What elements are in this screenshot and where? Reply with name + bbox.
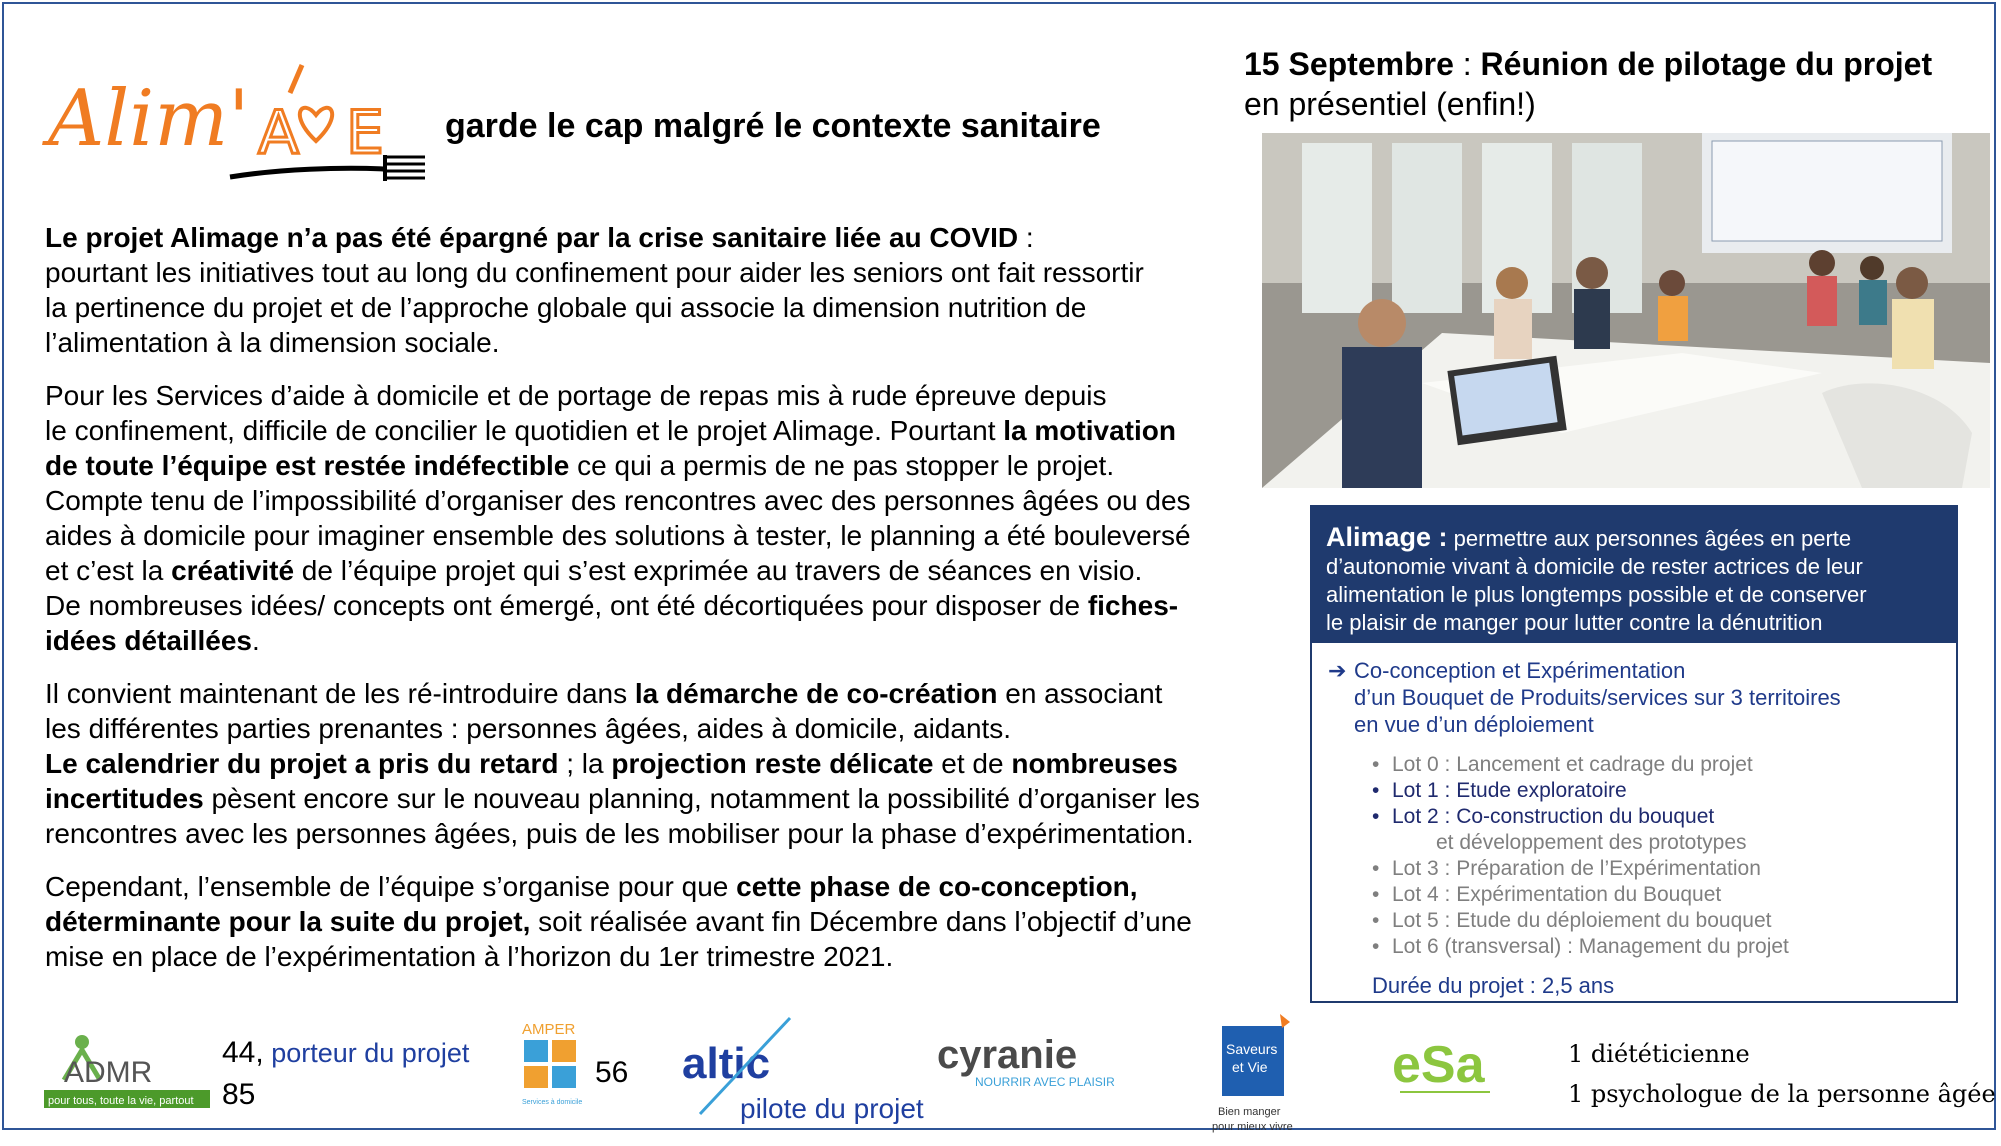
svg-text:NOURRIR AVEC PLAISIR: NOURRIR AVEC PLAISIR	[975, 1075, 1115, 1089]
admr-department-2: 85	[222, 1078, 256, 1111]
saveurs-et-vie-logo	[1210, 1012, 1310, 1134]
svg-text:eSa: eSa	[1392, 1036, 1485, 1094]
team-note	[1568, 1034, 1996, 1114]
list-item: • Lot 5 : Etude du déploiement du bouquet	[1370, 908, 1940, 934]
svg-text:altic: altic	[682, 1039, 771, 1088]
list-item: • Lot 6 (transversal) : Management du projet	[1370, 934, 1940, 960]
esa-logo	[1390, 1030, 1500, 1105]
team-line-1: 1 diététicienne	[1568, 1040, 1750, 1068]
paragraph-1: Le projet Alimage n’a pas été épargné par la crise sanitaire liée au COVID : pourtant les initiatives tout au long du confinement pour aider les seniors ont fait ressortir la pertinence du projet et de l’approche globale qui associe la dimension nutrition de l’alimentation à la dimension sociale.	[45, 222, 1144, 358]
goal-line-3: en vue d’un déploiement	[1354, 712, 1594, 737]
svg-text:A: A	[258, 98, 300, 168]
article-body	[45, 220, 1245, 992]
list-item-continuation: et développement des prototypes	[1436, 831, 1747, 854]
arrow-right-icon: ➔	[1328, 658, 1347, 683]
svg-text:E: E	[346, 98, 384, 168]
amper-department: 56	[595, 1056, 629, 1089]
list-item: • Lot 2 : Co-construction du bouquet	[1370, 804, 1940, 830]
list-item: • Lot 3 : Préparation de l’Expérimentation	[1370, 856, 1940, 882]
svg-text:AMPER: AMPER	[522, 1021, 576, 1038]
svg-text:Alim': Alim'	[48, 74, 250, 164]
goal-line-2: d’un Bouquet de Produits/services sur 3 territoires	[1354, 685, 1841, 710]
meeting-caption: 15 Septembre : Réunion de pilotage du projet en présentiel (enfin!)	[1244, 46, 1933, 122]
project-duration: Durée du projet : 2,5 ans	[1372, 973, 1615, 998]
paragraph-2: Pour les Services d’aide à domicile et de portage de repas mis à rude épreuve depuis le confinement, difficile de concilier le quotidien et le projet Alimage. Pourtant la motivation de toute l’équipe est restée indéfectible ce qui a permis de ne pas stopper le projet. Compte tenu de l’impossibilité d’organiser des rencontres avec des personnes âgées ou des aides à domicile pour imaginer ensemble des solutions à tester, le planning a été bouleversé et c’est la créativité de l’équipe projet qui s’est exprimée au travers de séances en visio. De nombreuses idées/ concepts ont émergé, ont été décortiquées pour disposer de fiches- idées détaillées.	[45, 380, 1191, 656]
headline: garde le cap malgré le contexte sanitaire	[445, 107, 1101, 145]
paragraph-3: Il convient maintenant de les ré-introduire dans la démarche de co-création en associant les différentes parties prenantes : personnes âgées, aides à domicile, aidants. Le calendrier du projet a pris du retard ; la projection reste délicate et de nombreuses incertitudes pèsent encore sur le nouveau planning, notamment la possibilité d’organiser les rencontres avec les personnes âgées, puis de les mobiliser pour la phase d’expérimentation.	[45, 678, 1200, 849]
info-box-body	[1312, 643, 1956, 1013]
svg-text:Services à domicile: Services à domicile	[522, 1099, 582, 1106]
goal-line-1: Co-conception et Expérimentation	[1354, 658, 1686, 683]
info-box-header: Alimage : permettre aux personnes âgées en perte d’autonomie vivant à domicile de rester actrices de leur alimentation le plus longtemps possible et de conserver le plaisir de manger pour lutter contre la dénutrition	[1312, 507, 1956, 643]
lot-list	[1370, 752, 1940, 960]
list-item: • Lot 1 : Etude exploratoire	[1370, 778, 1940, 804]
list-item: • Lot 4 : Expérimentation du Bouquet	[1370, 882, 1940, 908]
cyranie-logo	[935, 1030, 1185, 1090]
svg-text:pour tous, toute la vie, parto: pour tous, toute la vie, partout	[48, 1095, 194, 1107]
paragraph-4: Cependant, l’ensemble de l’équipe s’organise pour que cette phase de co-conception, déterminante pour la suite du projet, soit réalisée avant fin Décembre dans l’objectif d’une mise en place de l’expérimentation à l’horizon du 1er trimestre 2021.	[45, 871, 1192, 972]
team-line-2: 1 psychologue de la personne âgée	[1568, 1080, 1996, 1108]
svg-text:Bien manger: Bien manger	[1218, 1106, 1281, 1118]
list-item: • Lot 0 : Lancement et cadrage du projet	[1370, 752, 1940, 778]
altic-role: pilote du projet	[740, 1093, 924, 1124]
admr-logo	[42, 1032, 212, 1112]
amper-logo	[520, 1020, 582, 1115]
svg-text:et Vie: et Vie	[1232, 1059, 1268, 1075]
project-info-box	[1310, 505, 1958, 1003]
svg-text:Saveurs: Saveurs	[1226, 1041, 1278, 1057]
svg-text:cyranie: cyranie	[937, 1033, 1078, 1077]
svg-text:pour mieux vivre: pour mieux vivre	[1212, 1121, 1293, 1133]
svg-text:ADMR: ADMR	[64, 1056, 153, 1089]
admr-department: 44, porteur du projet	[222, 1036, 470, 1069]
alimage-logo	[40, 45, 440, 195]
meeting-photo	[1262, 133, 1990, 488]
